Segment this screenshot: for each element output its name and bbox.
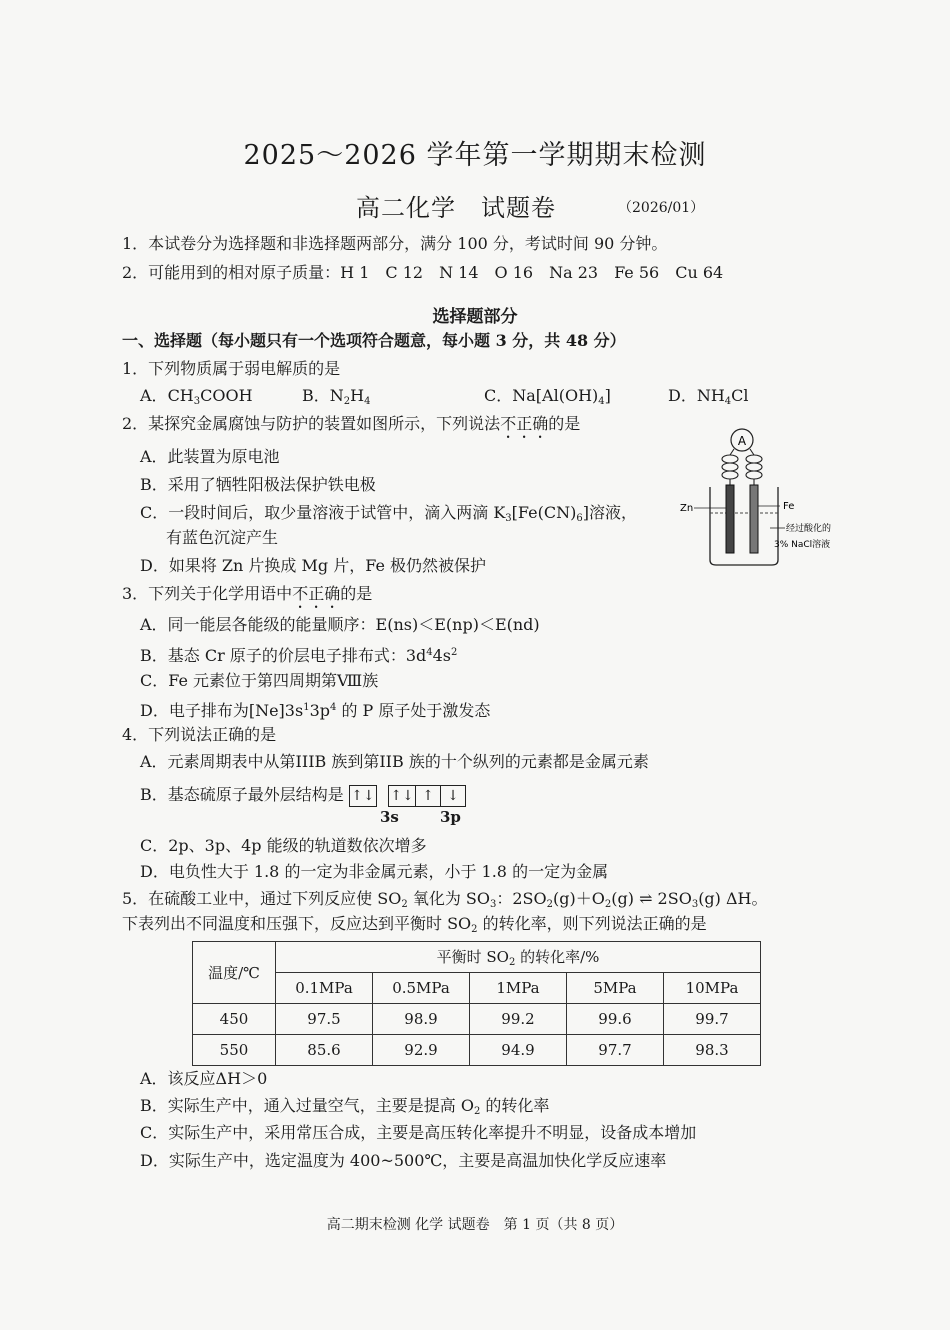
note-1: 1．本试卷分为选择题和非选择题两部分，满分 100 分，考试时间 90 分钟。 bbox=[122, 234, 668, 253]
zn-electrode bbox=[726, 485, 734, 553]
q5-stem-line1: 5．在硫酸工业中，通过下列反应使 $SO_2$ 氧化为 $SO_3$：$2SO_2(g)+O_2(g)$ ⇌ $2SO_3(g)$ ΔH。 bbox=[122, 889, 768, 910]
q1-option-d: D．$NH_4Cl$ bbox=[668, 386, 749, 407]
table-row bbox=[193, 1035, 761, 1066]
table-pressure-head: 0.5MPa bbox=[373, 973, 470, 1004]
table-cell: 99.2 bbox=[470, 1004, 567, 1035]
table-cell: 97.7 bbox=[567, 1035, 664, 1066]
table-temp-cell: 450 bbox=[193, 1004, 276, 1035]
q5-option-d: D．实际生产中，选定温度为 400~500℃，主要是高温加快化学反应速率 bbox=[140, 1151, 667, 1170]
table-pressure-head: 0.1MPa bbox=[276, 973, 373, 1004]
table-pressure-head: 1MPa bbox=[470, 973, 567, 1004]
table-temp-cell: 550 bbox=[193, 1035, 276, 1066]
table-pressure-head: 10MPa bbox=[664, 973, 761, 1004]
table-cell: 98.3 bbox=[664, 1035, 761, 1066]
solution-label-1: 经过酸化的 bbox=[786, 524, 832, 534]
q2-option-a: A．此装置为原电池 bbox=[140, 447, 280, 466]
beaker bbox=[710, 487, 778, 565]
ammeter-label: A bbox=[737, 434, 747, 448]
table-col-head: 温度/℃ bbox=[193, 942, 276, 1004]
note-2: 2．可能用到的相对原子质量：H 1 C 12 N 14 O 16 Na 23 Fe 56 Cu 64 bbox=[122, 263, 724, 282]
table-cell: 99.7 bbox=[664, 1004, 761, 1035]
orbital-box-3p-2: ↑ bbox=[416, 785, 441, 807]
q3-option-a: A．同一能层各能级的能量顺序：E(ns)＜E(np)＜E(nd) bbox=[140, 615, 540, 634]
exam-title: 2025～2026 学年第一学期期末检测 bbox=[243, 140, 707, 171]
q4-stem: 4．下列说法正确的是 bbox=[122, 725, 277, 744]
section-title: 选择题部分 bbox=[432, 307, 518, 327]
table-cell: 85.6 bbox=[276, 1035, 373, 1066]
table-cell: 98.9 bbox=[373, 1004, 470, 1035]
q1-stem: 1．下列物质属于弱电解质的是 bbox=[122, 359, 341, 378]
solution-label-2: 3% NaCl溶液 bbox=[774, 540, 831, 550]
table-pressure-head: 5MPa bbox=[567, 973, 664, 1004]
q2-option-c-line2: 有蓝色沉淀产生 bbox=[166, 528, 279, 547]
q5-option-c: C．实际生产中，采用常压合成，主要是高压转化率提升不明显，设备成本增加 bbox=[140, 1123, 697, 1142]
q4-option-d: D．电负性大于 1.8 的一定为非金属元素，小于 1.8 的一定为金属 bbox=[140, 862, 609, 881]
q1-option-c: C．$Na[Al(OH)_4]$ bbox=[484, 386, 611, 407]
q3-option-b: B．基态 Cr 原子的价层电子排布式：$3d^44s^2$ bbox=[140, 646, 458, 665]
q4-option-a: A．元素周期表中从第IIIB 族到第IIB 族的十个纵列的元素都是金属元素 bbox=[140, 752, 649, 771]
q3-option-c: C．Fe 元素位于第四周期第Ⅷ族 bbox=[140, 671, 379, 690]
q5-option-b: B．实际生产中，通入过量空气，主要是提高 $O_2$ 的转化率 bbox=[140, 1096, 550, 1117]
orbital-box-3s: ↑↓ bbox=[349, 785, 377, 807]
orbital-label-3s: 3s bbox=[380, 808, 399, 826]
q1-option-b: B．$N_2H_4$ bbox=[302, 386, 371, 407]
q5-stem-line2: 下表列出不同温度和压强下，反应达到平衡时 $SO_2$ 的转化率，则下列说法正确的是 bbox=[122, 914, 707, 935]
q1-option-a: A．$CH_3COOH$ bbox=[140, 386, 253, 407]
conversion-table bbox=[192, 941, 761, 1066]
wire-coils bbox=[722, 449, 762, 487]
q2-option-b: B．采用了牺牲阳极法保护铁电极 bbox=[140, 475, 376, 494]
orbital-label-3p: 3p bbox=[440, 808, 461, 826]
q3-option-d: D．电子排布为$[Ne]3s^13p^4$ 的 P 原子处于激发态 bbox=[140, 701, 491, 720]
table-header-row-2 bbox=[193, 973, 761, 1004]
table-cell: 97.5 bbox=[276, 1004, 373, 1035]
table-header-row-1 bbox=[193, 942, 761, 973]
orbital-box-3p-1: ↑↓ bbox=[388, 785, 416, 807]
q2-option-d: D．如果将 Zn 片换成 Mg 片，Fe 极仍然被保护 bbox=[140, 556, 487, 575]
q4-option-b: B．基态硫原子最外层结构是 ↑↓ ↑↓ ↑ ↓ bbox=[140, 784, 466, 807]
corrosion-apparatus-figure bbox=[680, 425, 855, 570]
orbital-box-3p-3: ↓ bbox=[441, 785, 466, 807]
exam-subtitle: 高二化学 试题卷 bbox=[356, 194, 556, 222]
table-cell: 92.9 bbox=[373, 1035, 470, 1066]
q2-option-c: C．一段时间后，取少量溶液于试管中，滴入两滴 $K_3[Fe(CN)_6]$溶液， bbox=[140, 503, 637, 524]
page-footer: 高二期末检测 化学 试题卷 第 1 页（共 8 页） bbox=[326, 1217, 624, 1233]
table-row bbox=[193, 1004, 761, 1035]
q4-option-c: C．2p、3p、4p 能级的轨道数依次增多 bbox=[140, 836, 427, 855]
table-cell: 94.9 bbox=[470, 1035, 567, 1066]
exam-date: （2026/01） bbox=[618, 200, 705, 216]
table-group-head: 平衡时 $SO_2$ 的转化率/% bbox=[276, 942, 761, 973]
q5-option-a: A．该反应ΔH＞0 bbox=[140, 1069, 268, 1088]
table-cell: 99.6 bbox=[567, 1004, 664, 1035]
q2-stem: 2．某探究金属腐蚀与防护的装置如图所示，下列说法不正确的是 bbox=[122, 414, 581, 433]
fe-label: Fe bbox=[783, 501, 795, 512]
zn-label: Zn bbox=[680, 503, 694, 514]
fe-electrode bbox=[750, 485, 758, 553]
q3-stem: 3．下列关于化学用语中不正确的是 bbox=[122, 584, 373, 603]
part1-heading: 一、选择题（每小题只有一个选项符合题意，每小题 3 分，共 48 分） bbox=[122, 331, 626, 350]
